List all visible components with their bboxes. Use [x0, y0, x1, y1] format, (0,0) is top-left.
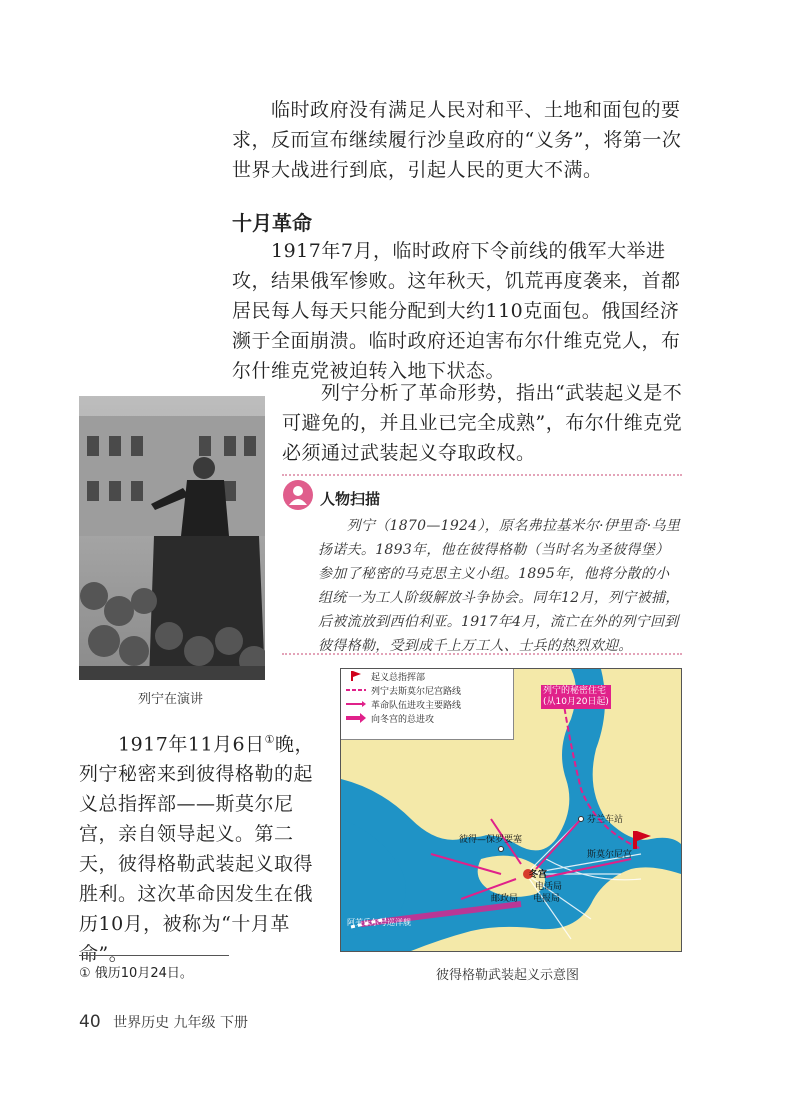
label-telegraph: 电报局	[533, 894, 561, 904]
paragraph-lenin-analysis: 列宁分析了革命形势，指出“武装起义是不可避免的，并且业已完全成熟”，布尔什维克党必须通过武装起义夺取政权。	[282, 382, 683, 464]
page-number: 40	[79, 1012, 101, 1032]
paragraph-november-uprising-rest: 晚，列宁秘密来到彼得格勒的起义总指挥部——斯莫尔尼宫，亲自领导起义。第二天，彼得格勒武装起义取得胜利。这次革命因发生在俄历10月，被称为“十月革命”。	[79, 733, 315, 966]
person-icon	[283, 480, 313, 510]
label-aurora: 阿芙乐尔号巡洋舰	[347, 918, 411, 927]
book-title: 世界历史 九年级 下册	[113, 1015, 248, 1031]
paragraph-july-1917: 1917年7月，临时政府下令前线的俄军大举进攻，结果俄军惨败。这年秋天，饥荒再度袭来，首都居民每人每天只能分配到大约110克面包。俄国经济濒于全面崩溃。临时政府还迫害布尔什维克党人，布尔什维克党被迫转入地下状态。	[232, 240, 681, 382]
photo-caption: 列宁在演讲	[138, 692, 204, 707]
label-telephone: 电话局	[535, 882, 563, 892]
legend-assault-label: 向冬宫的总进攻	[371, 714, 435, 725]
footnote-rule	[79, 955, 229, 956]
profile-box-text: 列宁（1870—1924），原名弗拉基米尔·伊里奇·乌里扬诺夫。1893年，他在彼得格勒（当时名为圣彼得堡）参加了秘密的马克思主义小组。1895年，他将分散的小组统一为工人阶级解放斗争协会。同年12月，列宁被捕，后被流放到西伯利亚。1917年4月，流亡在外的列宁回到彼得格勒，受到成千上万工人、士兵的热烈欢迎。	[318, 518, 681, 654]
profile-box-top-border	[282, 474, 682, 476]
lenin-speech-photo	[79, 396, 265, 680]
legend-hq-label: 起义总指挥部	[371, 672, 426, 683]
label-finland-station: 芬兰车站	[587, 815, 624, 825]
arrow-route-icon	[345, 699, 367, 709]
legend-assault	[341, 711, 513, 725]
thick-arrow-icon	[345, 713, 367, 723]
legend-main-route	[341, 697, 513, 711]
legend-main-route-label: 革命队伍进攻主要路线	[371, 700, 462, 711]
label-smolny: 斯莫尔尼宫	[587, 850, 633, 860]
map-legend	[341, 669, 514, 740]
footnote: ① 俄历10月24日。	[79, 966, 193, 981]
label-lenin-hideout: 列宁的秘密住宅 (从10月20日起)	[543, 686, 609, 707]
label-winter-palace: 冬宫	[529, 870, 548, 880]
legend-lenin-route	[341, 683, 513, 697]
section-heading: 十月革命	[232, 211, 312, 235]
legend-lenin-route-label: 列宁去斯莫尔尼宫路线	[371, 686, 462, 697]
map-caption: 彼得格勒武装起义示意图	[436, 968, 580, 983]
petrograd-uprising-map	[340, 668, 682, 952]
flag-icon	[345, 671, 367, 681]
paragraph-november-uprising-start: 1917年11月6日	[79, 733, 265, 756]
page-footer	[79, 1012, 248, 1032]
dashed-route-icon	[345, 685, 367, 695]
profile-box-bottom-border	[282, 653, 682, 655]
profile-box-title: 人物扫描	[320, 490, 381, 508]
label-post: 邮政局	[491, 894, 519, 904]
paragraph-november-uprising	[79, 725, 319, 969]
legend-hq	[341, 669, 513, 683]
paragraph-provisional-government: 临时政府没有满足人民对和平、土地和面包的要求，反而宣布继续履行沙皇政府的“义务”，将第一次世界大战进行到底，引起人民的更大不满。	[232, 99, 682, 181]
label-fortress: 彼得—保罗要塞	[459, 835, 523, 845]
footnote-marker: ①	[264, 733, 275, 746]
